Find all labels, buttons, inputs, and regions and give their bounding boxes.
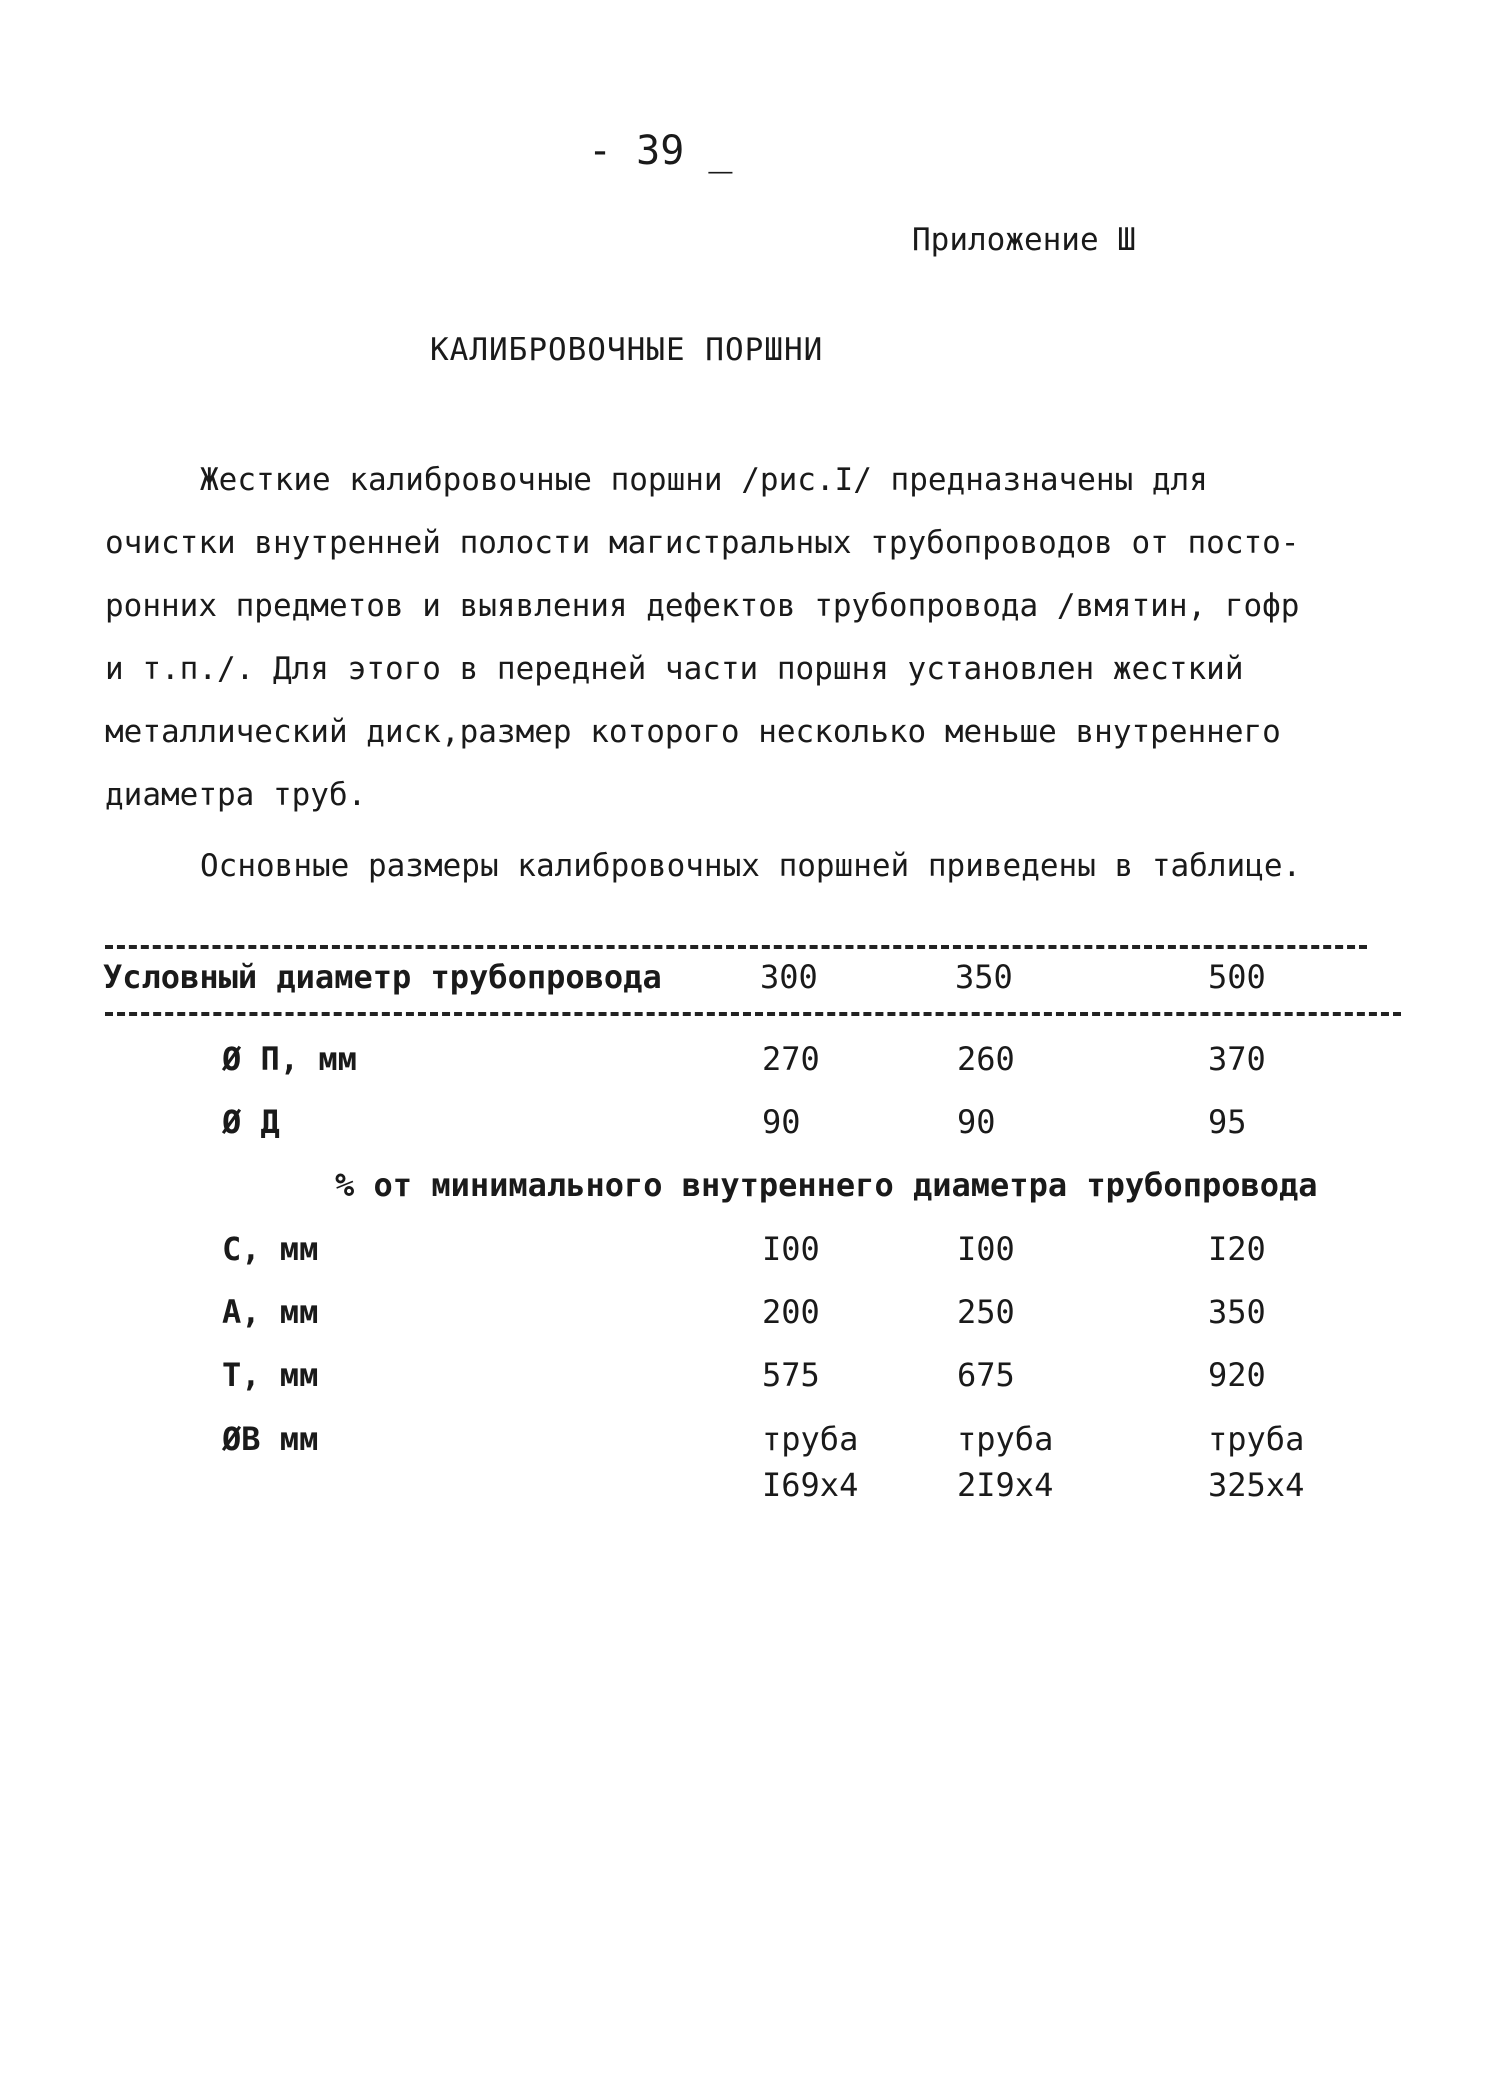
table-cell: 200 — [762, 1293, 820, 1331]
row-label: Т, мм — [222, 1356, 319, 1394]
table-cell: I20 — [1208, 1230, 1266, 1268]
table-column-header: 350 — [955, 958, 1013, 996]
paragraph-line: ронних предметов и выявления дефектов трубопровода /вмятин, гофр — [105, 588, 1300, 624]
paragraph-line: металлический диск,размер которого несколько меньше внутреннего — [105, 714, 1281, 750]
table-column-header: 500 — [1208, 958, 1266, 996]
table-cell: труба — [1208, 1420, 1305, 1458]
table-header-rule — [105, 1012, 1401, 1016]
table-cell: 350 — [1208, 1293, 1266, 1331]
row-label: Ø Д — [222, 1103, 280, 1141]
table-cell: труба — [762, 1420, 859, 1458]
section-title: КАЛИБРОВОЧНЫЕ ПОРШНИ — [430, 332, 824, 368]
paragraph-line: и т.п./. Для этого в передней части поршня установлен жесткий — [105, 651, 1244, 687]
table-cell: 325x4 — [1208, 1466, 1305, 1504]
table-subheader: % от минимального внутреннего диаметра трубопровода — [335, 1166, 1318, 1204]
table-intro: Основные размеры калибровочных поршней приведены в таблице. — [200, 848, 1302, 884]
table-cell: 250 — [957, 1293, 1015, 1331]
table-cell: 675 — [957, 1356, 1015, 1394]
row-label: А, мм — [222, 1293, 319, 1331]
table-cell: 95 — [1208, 1103, 1247, 1141]
appendix-label: Приложение Ш — [912, 222, 1136, 258]
row-label: Ø П, мм — [222, 1040, 357, 1078]
table-cell: 2I9x4 — [957, 1466, 1054, 1504]
table-cell: I00 — [957, 1230, 1015, 1268]
table-cell: 90 — [762, 1103, 801, 1141]
table-header-label: Условный диаметр трубопровода — [103, 958, 662, 996]
table-cell: 260 — [957, 1040, 1015, 1078]
row-label: С, мм — [222, 1230, 319, 1268]
table-cell: 270 — [762, 1040, 820, 1078]
table-cell: 90 — [957, 1103, 996, 1141]
table-cell: труба — [957, 1420, 1054, 1458]
table-cell: I69x4 — [762, 1466, 859, 1504]
table-cell: I00 — [762, 1230, 820, 1268]
table-cell: 920 — [1208, 1356, 1266, 1394]
table-top-rule — [105, 945, 1367, 949]
page-number: - 39 _ — [588, 128, 733, 174]
table-cell: 370 — [1208, 1040, 1266, 1078]
table-column-header: 300 — [760, 958, 818, 996]
paragraph-line: очистки внутренней полости магистральных трубопроводов от посто- — [105, 525, 1300, 561]
paragraph-line: диаметра труб. — [105, 777, 367, 813]
paragraph-line: Жесткие калибровочные поршни /рис.I/ предназначены для — [200, 462, 1208, 498]
row-label: ØВ мм — [222, 1420, 319, 1458]
table-cell: 575 — [762, 1356, 820, 1394]
